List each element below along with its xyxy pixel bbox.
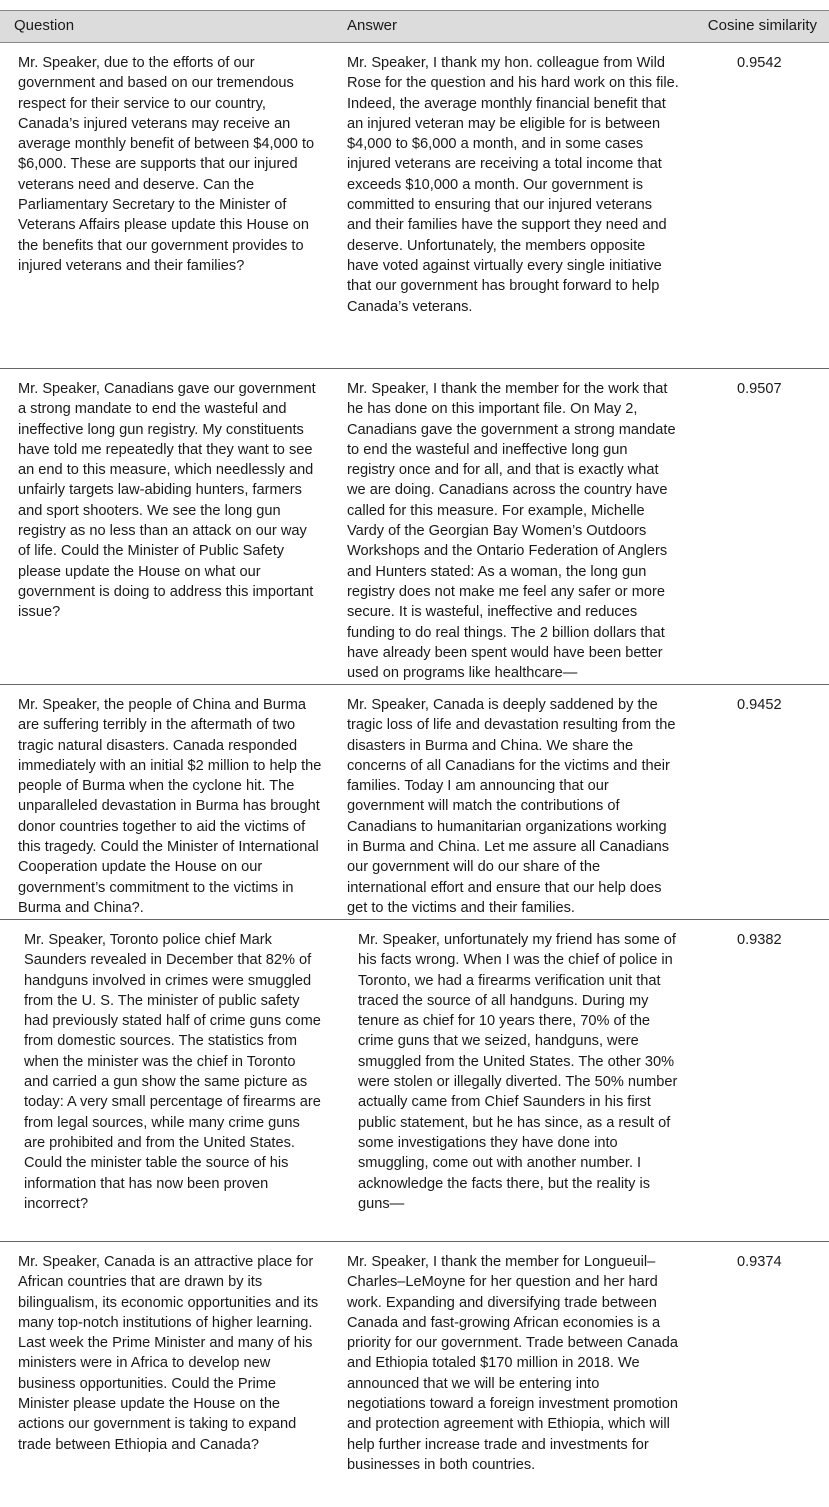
answer-cell: Mr. Speaker, Canada is deeply saddened by the tragic loss of life and devastation resulting from the disasters in Burma and China. We share the concerns of all Canadians for the victims and their families. Today I am announcing that our government will match the contributions of Canadians to humanitarian organizations working in Burma and China. Let me assure all Canadians our government will do our share of the international effort and ensure that our help does get to the victims and their families.	[330, 685, 691, 918]
similarity-cell: 0.9382	[691, 920, 829, 950]
table-row	[0, 920, 829, 1242]
answer-cell: Mr. Speaker, I thank the member for the work that he has done on this important file. On May 2, Canadians gave the government a strong mandate to end the wasteful and ineffective long gun registry once and for all, and that is exactly what we are doing. Canadians across the country have called for this measure. For example, Michelle Vardy of the Georgian Bay Women’s Outdoors Workshops and the Ontario Federation of Anglers and Hunters stated: As a woman, the long gun registry does not make me feel any safer or more secure. It is wasteful, ineffective and reduces funding to do real things. The 2 billion dollars that have already been spent would have been better used on programs like healthcare—	[330, 369, 691, 683]
table-header	[0, 11, 829, 43]
question-cell: Mr. Speaker, the people of China and Burma are suffering terribly in the aftermath of two tragic natural disasters. Canada responded immediately with an initial $2 million to help the people of Burma when the cyclone hit. The unparalleled devastation in Burma has brought donor countries together to aid the victims of this tragedy. Could the Minister of International Cooperation update the House on our government’s commitment to the victims in Burma and China?.	[0, 685, 330, 918]
similarity-cell: 0.9507	[691, 369, 829, 399]
header-answer: Answer	[330, 11, 691, 43]
header-question: Question	[0, 11, 330, 43]
table-row	[0, 1242, 829, 1507]
similarity-cell: 0.9542	[691, 43, 829, 73]
answer-cell: Mr. Speaker, unfortunately my friend has some of his facts wrong. When I was the chief of police in Toronto, we had a firearms verification unit that traced the source of all handguns. During my tenure as chief for 10 years there, 70% of the crime guns that we seized, handguns, were smuggled from the United States. The other 30% were stolen or illegally diverted. The 50% number actually came from Chief Saunders in his first public statement, but he has since, as a result of some investigations they have done into smuggling, come out with another number. I acknowledge the facts there, but the reality is guns—	[330, 920, 691, 1214]
question-cell: Mr. Speaker, Canada is an attractive place for African countries that are drawn by its bilingualism, its economic opportunities and its many top-notch institutions of higher learning. Last week the Prime Minister and many of his ministers were in Africa to develop new business opportunities. Could the Prime Minister please update the House on the actions our government is taking to expand trade between Ethiopia and Canada?	[0, 1242, 330, 1455]
table-row	[0, 43, 829, 369]
answer-cell: Mr. Speaker, I thank my hon. colleague from Wild Rose for the question and his hard work on this file. Indeed, the average monthly financial benefit that an injured veteran may be eligible for is between $4,000 to $6,000 a month, and in some cases injured veterans are receiving a total income that exceeds $10,000 a month. Our government is committed to ensuring that our injured veterans and their families have the support they need and deserve. Unfortunately, the members opposite have voted against virtually every single initiative that our government has brought forward to help Canada’s veterans.	[330, 43, 691, 317]
qa-table	[0, 10, 829, 1507]
question-cell: Mr. Speaker, Toronto police chief Mark Saunders revealed in December that 82% of handguns involved in crimes were smuggled from the U. S. The minister of public safety had previously stated half of crime guns come from domestic sources. The statistics from when the minister was the chief in Toronto and carried a gun show the same picture as today: A very small percentage of firearms are from legal sources, while many crime guns are prohibited and from the United States. Could the minister table the source of his information that has now been proven incorrect?	[0, 920, 330, 1214]
similarity-cell: 0.9452	[691, 685, 829, 715]
header-cosine-similarity: Cosine similarity	[691, 11, 829, 43]
similarity-cell: 0.9374	[691, 1242, 829, 1272]
table-row	[0, 685, 829, 920]
question-cell: Mr. Speaker, due to the efforts of our government and based on our tremendous respect for their service to our country, Canada’s injured veterans may receive an average monthly benefit of between $4,000 to $6,000. These are supports that our injured veterans need and deserve. Can the Parliamentary Secretary to the Minister of Veterans Affairs please update this House on the benefits that our government provides to injured veterans and their families?	[0, 43, 330, 276]
table-row	[0, 369, 829, 685]
answer-cell: Mr. Speaker, I thank the member for Longueuil–Charles–LeMoyne for her question and her hard work. Expanding and diversifying trade between Canada and fast-growing African economies is a priority for our government. Trade between Canada and Ethiopia totaled $170 million in 2018. We announced that we will be entering into negotiations toward a foreign investment promotion and protection agreement with Ethiopia, which will help further increase trade and investments for businesses in both countries.	[330, 1242, 691, 1475]
question-cell: Mr. Speaker, Canadians gave our government a strong mandate to end the wasteful and ineffective long gun registry. My constituents have told me repeatedly that they want to see an end to this measure, which needlessly and unfairly targets law-abiding hunters, farmers and sport shooters. We see the long gun registry as no less than an attack on our way of life. Could the Minister of Public Safety please update the House on what our government is doing to address this important issue?	[0, 369, 330, 623]
